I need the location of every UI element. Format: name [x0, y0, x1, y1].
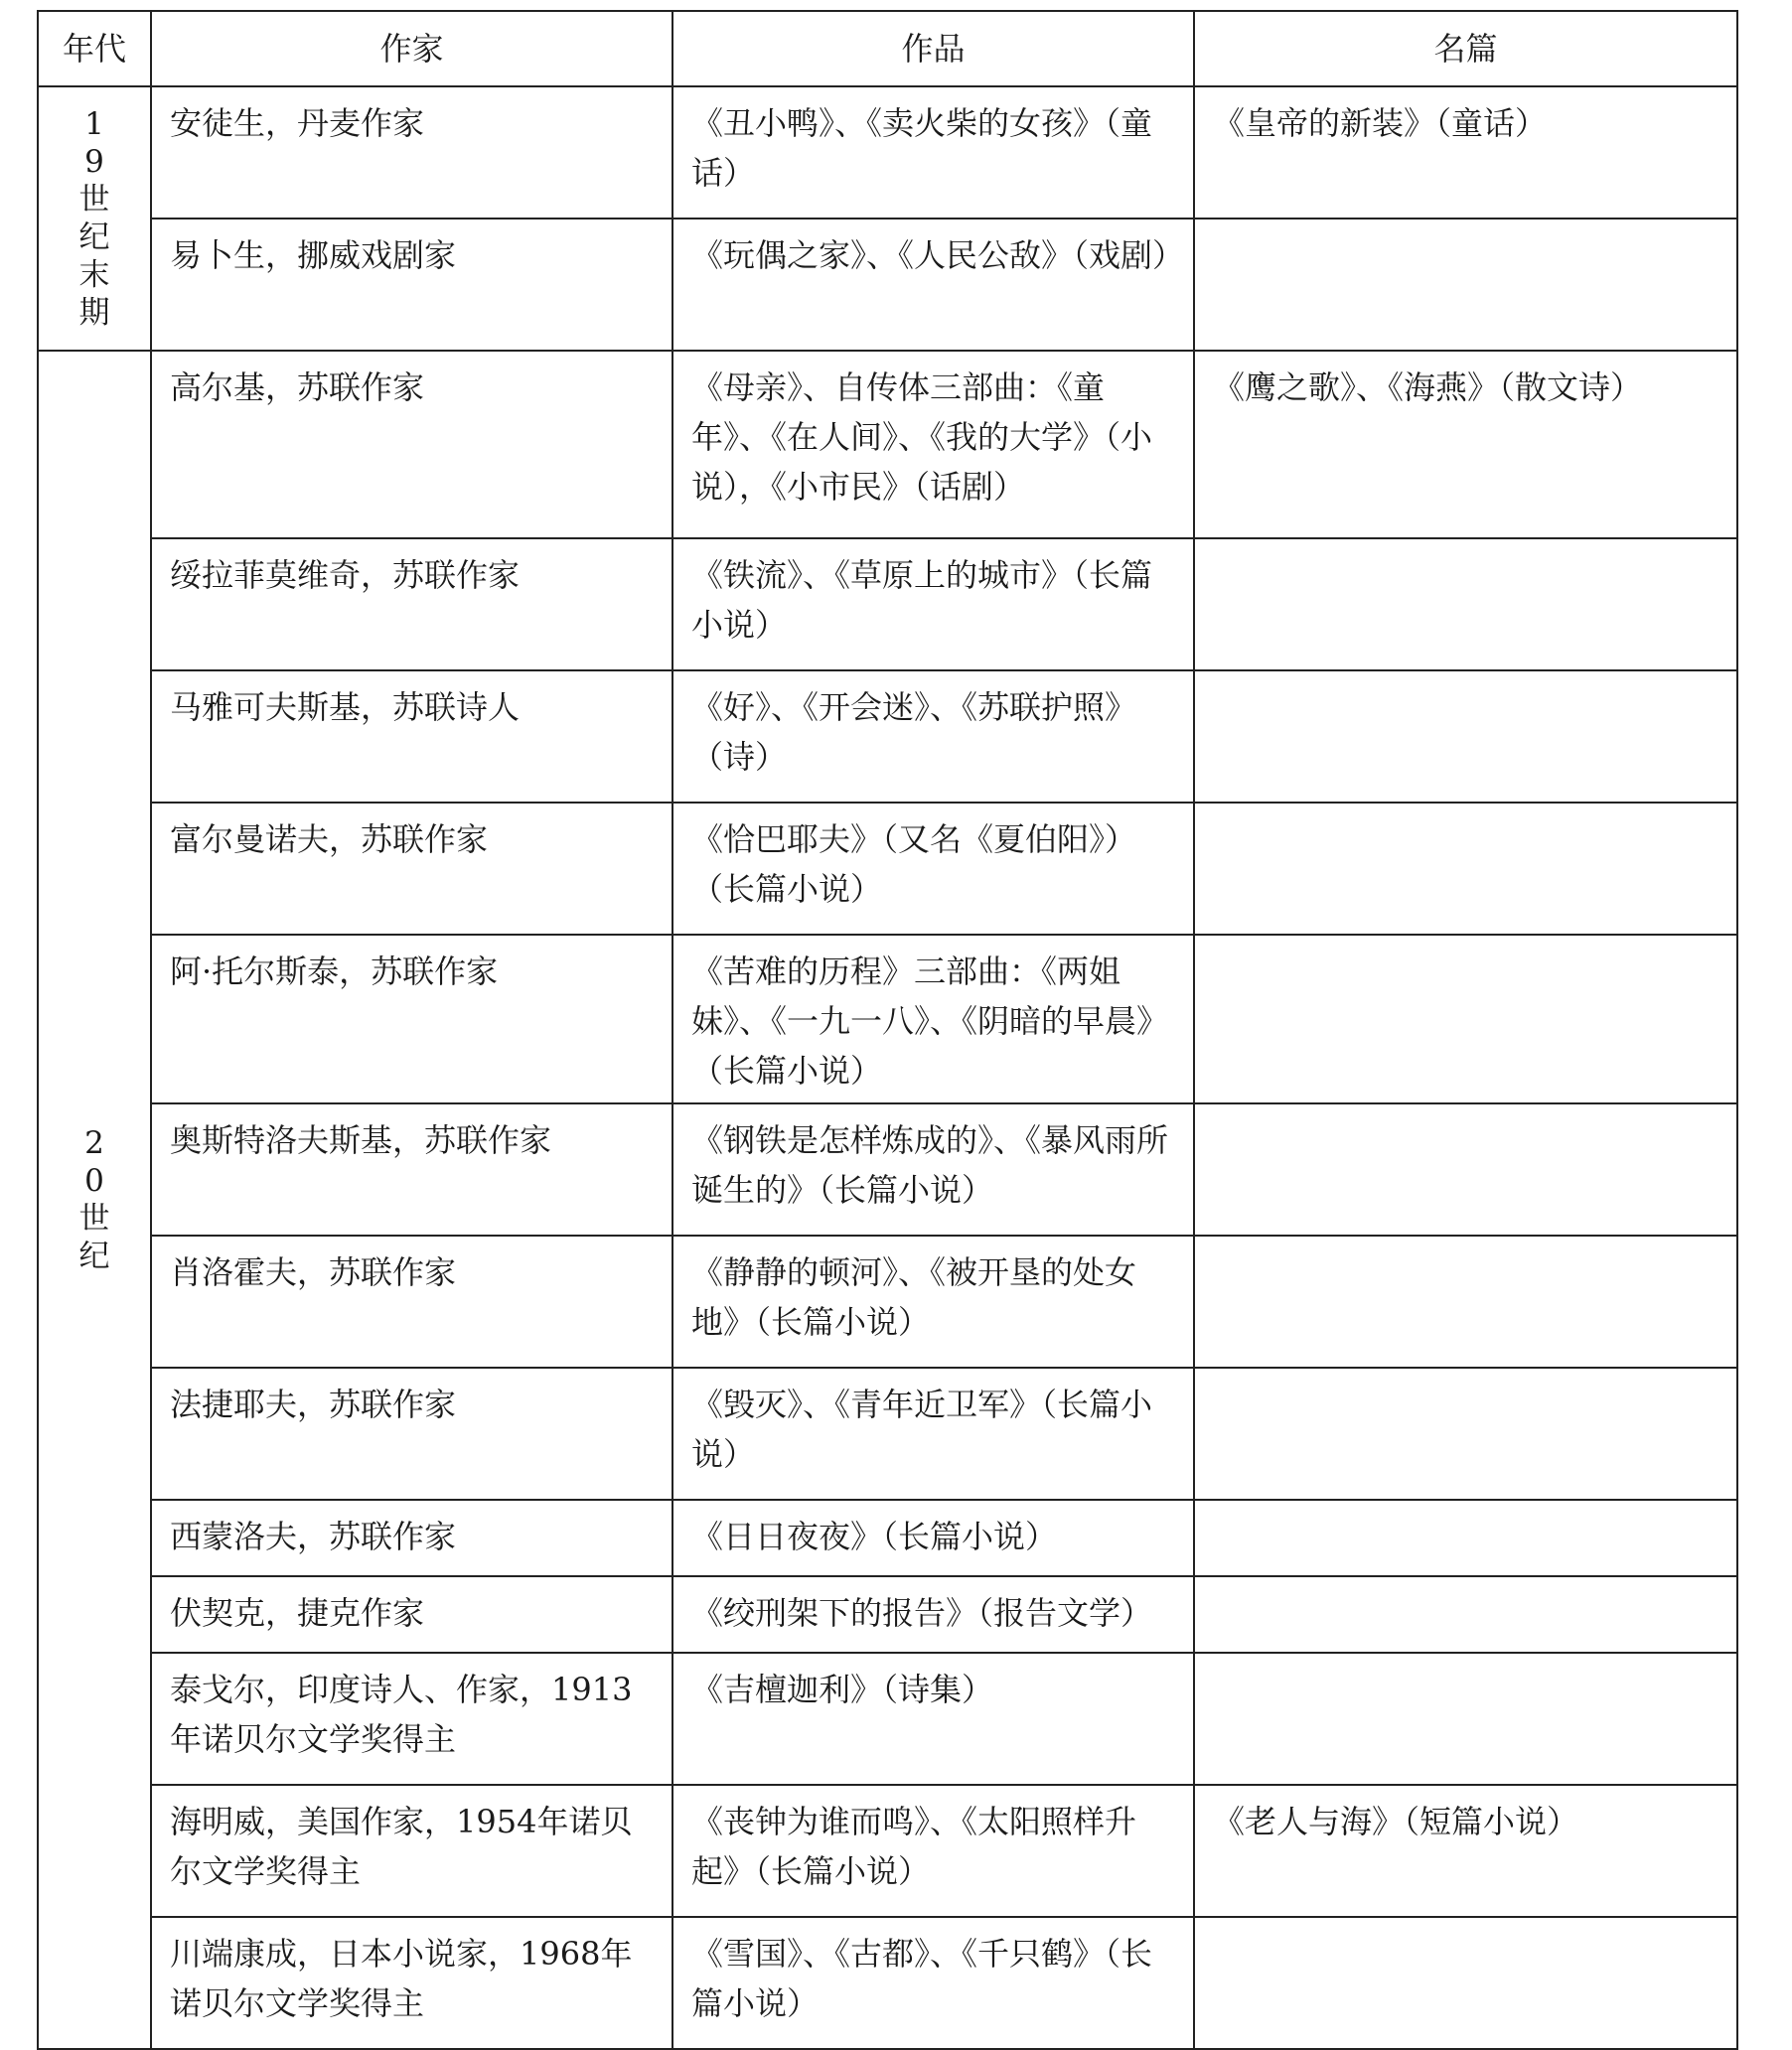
header-era: 年代: [38, 11, 151, 86]
famous-cell: [1194, 803, 1737, 935]
works-cell: 《丧钟为谁而鸣》、《太阳照样升起》（长篇小说）: [672, 1785, 1194, 1917]
author-cell: 安徒生，丹麦作家: [151, 86, 672, 219]
author-cell: 易卜生，挪威戏剧家: [151, 219, 672, 351]
famous-cell: [1194, 1653, 1737, 1785]
table-row: [38, 1103, 1737, 1236]
author-cell: 富尔曼诺夫，苏联作家: [151, 803, 672, 935]
author-cell: 伏契克，捷克作家: [151, 1576, 672, 1653]
era-label: 19世纪末期: [78, 106, 110, 331]
header-works: 作品: [672, 11, 1194, 86]
table-row: [38, 351, 1737, 538]
header-famous: 名篇: [1194, 11, 1737, 86]
famous-cell: 《皇帝的新装》（童话）: [1194, 86, 1737, 219]
table-row: [38, 670, 1737, 803]
author-cell: 高尔基，苏联作家: [151, 351, 672, 538]
table-row: [38, 1368, 1737, 1500]
author-cell: 泰戈尔，印度诗人、作家，1913年诺贝尔文学奖得主: [151, 1653, 672, 1785]
famous-cell: [1194, 1236, 1737, 1368]
table-row: [38, 803, 1737, 935]
famous-cell: [1194, 219, 1737, 351]
era-cell-20th-century: [38, 351, 151, 2049]
author-cell: 肖洛霍夫，苏联作家: [151, 1236, 672, 1368]
table-row: [38, 935, 1737, 1103]
table-row: [38, 1653, 1737, 1785]
literature-table: [37, 10, 1738, 2050]
famous-cell: [1194, 1368, 1737, 1500]
works-cell: 《毁灭》、《青年近卫军》（长篇小说）: [672, 1368, 1194, 1500]
table-row: [38, 219, 1737, 351]
era-cell-19th-century: [38, 86, 151, 351]
famous-cell: [1194, 1576, 1737, 1653]
works-cell: 《丑小鸭》、《卖火柴的女孩》（童话）: [672, 86, 1194, 219]
works-cell: 《雪国》、《古都》、《千只鹤》（长篇小说）: [672, 1917, 1194, 2049]
header-row: [38, 11, 1737, 86]
works-cell: 《静静的顿河》、《被开垦的处女地》（长篇小说）: [672, 1236, 1194, 1368]
famous-cell: 《老人与海》（短篇小说）: [1194, 1785, 1737, 1917]
author-cell: 奥斯特洛夫斯基，苏联作家: [151, 1103, 672, 1236]
table-row: [38, 538, 1737, 670]
famous-cell: [1194, 670, 1737, 803]
author-cell: 绥拉菲莫维奇，苏联作家: [151, 538, 672, 670]
table-row: [38, 1236, 1737, 1368]
works-cell: 《钢铁是怎样炼成的》、《暴风雨所诞生的》（长篇小说）: [672, 1103, 1194, 1236]
works-cell: 《日日夜夜》（长篇小说）: [672, 1500, 1194, 1576]
works-cell: 《苦难的历程》三部曲：《两姐妹》、《一九一八》、《阴暗的早晨》（长篇小说）: [672, 935, 1194, 1103]
era-label: 20世纪: [78, 1125, 110, 1274]
author-cell: 西蒙洛夫，苏联作家: [151, 1500, 672, 1576]
table-row: [38, 1785, 1737, 1917]
author-cell: 阿·托尔斯泰，苏联作家: [151, 935, 672, 1103]
works-cell: 《铁流》、《草原上的城市》（长篇小说）: [672, 538, 1194, 670]
works-cell: 《恰巴耶夫》（又名《夏伯阳》）（长篇小说）: [672, 803, 1194, 935]
famous-cell: [1194, 538, 1737, 670]
header-author: 作家: [151, 11, 672, 86]
famous-cell: 《鹰之歌》、《海燕》（散文诗）: [1194, 351, 1737, 538]
famous-cell: [1194, 1500, 1737, 1576]
works-cell: 《吉檀迦利》（诗集）: [672, 1653, 1194, 1785]
works-cell: 《绞刑架下的报告》（报告文学）: [672, 1576, 1194, 1653]
table-row: [38, 86, 1737, 219]
works-cell: 《好》、《开会迷》、《苏联护照》（诗）: [672, 670, 1194, 803]
table-row: [38, 1576, 1737, 1653]
famous-cell: [1194, 1103, 1737, 1236]
author-cell: 海明威，美国作家，1954年诺贝尔文学奖得主: [151, 1785, 672, 1917]
author-cell: 法捷耶夫，苏联作家: [151, 1368, 672, 1500]
author-cell: 川端康成，日本小说家，1968年诺贝尔文学奖得主: [151, 1917, 672, 2049]
table-row: [38, 1500, 1737, 1576]
famous-cell: [1194, 935, 1737, 1103]
table-row: [38, 1917, 1737, 2049]
works-cell: 《玩偶之家》、《人民公敌》（戏剧）: [672, 219, 1194, 351]
works-cell: 《母亲》、自传体三部曲：《童年》、《在人间》、《我的大学》（小说），《小市民》（话剧）: [672, 351, 1194, 538]
author-cell: 马雅可夫斯基，苏联诗人: [151, 670, 672, 803]
famous-cell: [1194, 1917, 1737, 2049]
